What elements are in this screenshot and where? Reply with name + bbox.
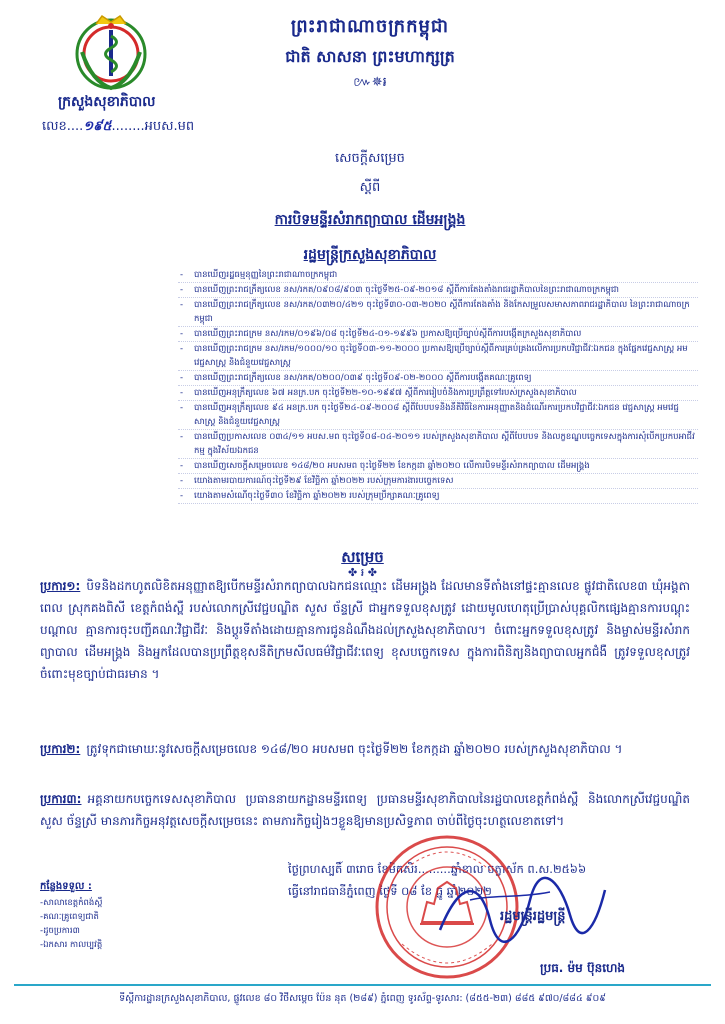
preamble-item: - បានឃើញរដ្ឋធម្មនុញ្ញនៃព្រះរាជាណាចក្រកម្ពុជា bbox=[178, 268, 698, 283]
ref-handwritten-number: ១៩៥ bbox=[83, 119, 112, 134]
recipient-item: -ឯកសារ កាលប្បវត្តិ bbox=[40, 940, 103, 950]
decision-ornament: ✤ ៛ ✤ bbox=[348, 566, 377, 579]
preamble-item: - យោងតាមរបាយការណ៍ចុះថ្ងៃទី២៩ ខែវិច្ឆិកា ឆ្នាំ២០២២ របស់ក្រុមការងារបច្ចេកទេស bbox=[178, 474, 698, 489]
signatory-title: រដ្ឋមន្ត្រីរដ្ឋមន្ត្រី bbox=[500, 909, 566, 924]
recipients-block bbox=[40, 880, 102, 952]
preamble-item: - បានឃើញអនុក្រឹត្យលេខ ៦៧ អនក្រ.បក ចុះថ្ងៃទី២២-១០-១៩៩៧ ស្តីពីការរៀបចំនិងការប្រព្រឹត្តទៅរបស់ក្រសួងសុខាភិបាល bbox=[178, 386, 698, 401]
ministry-name: ក្រសួងសុខាភិបាល bbox=[58, 94, 156, 110]
decision-title-block bbox=[160, 150, 580, 266]
ref-suffix: ........អបស.មព bbox=[111, 119, 195, 134]
preamble-item: - បានឃើញសេចក្តីសម្រេចលេខ ១៤៨/២០ អបសមព ចុះថ្ងៃទី២២ ខែកក្កដា ឆ្នាំ២០២០ លើការបិទមន្ទីរសំរាកព្យាបាល ដើមអង្គ្រង bbox=[178, 459, 698, 474]
doc-type: សេចក្តីសម្រេច bbox=[335, 151, 405, 166]
issuer-title: រដ្ឋមន្ត្រីក្រសួងសុខាភិបាល bbox=[303, 247, 437, 263]
recipient-item: -គណៈគ្រូពេទ្យជាតិ bbox=[40, 912, 99, 922]
lunar-date: ថ្ងៃព្រហស្បតិ៍ ៣រោច ខែមិគសិរ.........ឆ្នាំខាល ចត្វាស័ក ព.ស.២៥៦៦ bbox=[288, 862, 587, 876]
solar-date: ធ្វើនៅរាជធានីភ្នំពេញ ថ្ងៃទី ០៨ ខែ ធ្នូ ឆ្នាំ២០២២ bbox=[288, 884, 492, 898]
preamble-list bbox=[178, 268, 698, 504]
preamble-item: - បានឃើញព្រះរាជក្រឹត្យលេខ នស/រកត/០៩០៨/៩០៣ ចុះថ្ងៃទី២៥-០៩-២០១៨ ស្តីពីការតែងតាំងរាជរដ្ឋាភិបាលនៃព្រះរាជាណាចក្រកម្ពុជា bbox=[178, 283, 698, 298]
decision-heading: សម្រេច bbox=[341, 548, 384, 566]
preamble-item: - បានឃើញព្រះរាជក្រឹត្យលេខ នស/រកត/០៣២០/៤២១ ចុះថ្ងៃទី៣០-០៣-២០២០ ស្តីពីការតែងតាំង និងកែសម្រួលសមាសភាពរាជរដ្ឋាភិបាល នៃព្រះរាជាណាចក្រកម្ពុជា bbox=[178, 298, 698, 327]
article-3 bbox=[40, 788, 690, 832]
article-1 bbox=[40, 575, 690, 685]
preamble-item: - បានឃើញព្រះរាជក្រឹត្យលេខ នស/រកត/០២០០/០៣៩ ចុះថ្ងៃទី០៩-០២-២០០០ ស្តីពីការបង្កើតគណៈគ្រូពេទ្យ bbox=[178, 371, 698, 386]
footer-divider bbox=[14, 984, 711, 986]
recipient-item: -ដូចប្រការ៣ bbox=[40, 926, 80, 936]
article-label: ប្រការ៣: bbox=[40, 792, 82, 806]
preamble-item: - បានឃើញព្រះរាជក្រម នស/រកម/១០០០/១០ ចុះថ្ងៃទី០៣-១១-២០០០ ប្រកាសឱ្យប្រើច្បាប់ស្តីពីការគ្រប់គ្រងលើការប្រកបវិជ្ជាជីវៈឯកជន ក្នុងផ្នែកវេជ្ជសាស្ត្រ អមវេជ្ជសាស្ត្រ និងជំនួយវេជ្ជសាស្ត្រ bbox=[178, 342, 698, 371]
preamble-item: - បានឃើញប្រកាសលេខ ០៣៤/១១ អបស.មព ចុះថ្ងៃទី០៨-០៤-២០១១ របស់ក្រសួងសុខាភិបាល ស្តីពីបែបបទ និងលក្ខខណ្ឌបច្ចេកទេសក្នុងការសុំបើកប្រកបអាជីវកម្ម ក្នុងវិស័យឯកជន bbox=[178, 430, 698, 459]
recipient-item: -សាលាខេត្តកំពង់ស្ពឺ bbox=[40, 898, 103, 908]
recipients-title: កន្លែងទទួល : bbox=[40, 881, 92, 892]
article-label: ប្រការ១: bbox=[40, 579, 81, 593]
footer-address: ទីស្តីការដ្ឋានក្រសួងសុខាភិបាល, ផ្លូវលេខ ៨០ វិថីសម្តេច ប៉ែន នុត (២៨៩) ភ្នំពេញ ទូរស័ព្ទ-ទូរសារ: (៨៥៥-២៣) ៨៨៥ ៩៧០/៨៨៤ ៩០៩ bbox=[119, 993, 606, 1004]
national-motto: ជាតិ សាសនា ព្រះមហាក្សត្រ bbox=[285, 47, 455, 66]
header-ornament: ៚✵៛ bbox=[353, 75, 387, 90]
preamble-item: - បានឃើញព្រះរាជក្រម នស/រកម/០១៩៦/០៨ ចុះថ្ងៃទី២៤-០១-១៩៩៦ ប្រកាសឱ្យប្រើច្បាប់ស្តីពីការបង្កើតក្រសួងសុខាភិបាល bbox=[178, 327, 698, 342]
article-2 bbox=[40, 738, 690, 760]
article-text: ត្រូវទុកជាមោឃៈនូវសេចក្តីសម្រេចលេខ ១៤៨/២០ អបសមព ចុះថ្ងៃទី២២ ខែកក្កដា ឆ្នាំ២០២០ របស់ក្រសួងសុខាភិបាល ។ bbox=[86, 742, 623, 756]
reference-number bbox=[42, 118, 194, 137]
preamble-item: - បានឃើញអនុក្រឹត្យលេខ ៩៤ អនក្រ.បក ចុះថ្ងៃទី២៤-០៩-២០០៨ ស្តីពីបែបបទនិងនីតិវិធីនៃការអនុញ្ញាតនិងដំណើរការប្រកបវិជ្ជាជីវៈឯកជន វេជ្ជសាស្ត្រ អមវេជ្ជសាស្ត្រ និងជំនួយវេជ្ជសាស្ត្រ bbox=[178, 401, 698, 430]
article-label: ប្រការ២: bbox=[40, 742, 81, 756]
preamble-item: - យោងតាមសំណើចុះថ្ងៃទី៣០ ខែវិច្ឆិកា ឆ្នាំ២០២២ របស់ក្រុមប្រឹក្សាគណៈគ្រូពេទ្យ bbox=[178, 489, 698, 504]
ministry-logo-icon bbox=[72, 12, 150, 94]
article-text: បិទនិងដកហូតលិខិតអនុញ្ញាតឱ្យបើកមន្ទីរសំរាកព្យាបាលឯកជនឈ្មោះ ដើមអង្គ្រង ដែលមានទីតាំងនៅផ្ទះគ្មានលេខ ផ្លូវជាតិលេខ៣ ឃុំអង្គតាពេល ស្រុកគងពិសី ខេត្តកំពង់ស្ពឺ របស់លោកស្រីវេជ្ជបណ្ឌិត សួស ច័ន្ទស្រី ជាអ្នកទទួលខុសត្រូវ ដោយមូលហេតុប្រើប្រាស់បុគ្គលិកផ្សេងគ្មានការបណ្តុះបណ្តាល គ្មានការចុះបញ្ជីគណៈវិជ្ជាជីវៈ និងប្តូរទីតាំងដោយគ្មានការជូនដំណឹងដល់ក្រសួងសុខាភិបាល។ ចំពោះអ្នកទទួលខុសត្រូវ និងម្ចាស់មន្ទីរសំរាកព្យាបាល ដើមអង្គ្រង និងអ្នកដែលបានប្រព្រឹត្តខុសនីតិក្រមសីលធម៌វិជ្ជាជីវៈពេទ្យ ខុសបច្ចេកទេស ក្នុងការពិនិត្យនិងព្យាបាលអ្នកជំងឺ ត្រូវទទួលខុសត្រូវចំពោះមុខច្បាប់ជាធរមាន ។ bbox=[40, 579, 690, 681]
article-text: អគ្គនាយកបច្ចេកទេសសុខាភិបាល ប្រធាននាយកដ្ឋានមន្ទីរពេទ្យ ប្រធានមន្ទីរសុខាភិបាលនៃរដ្ឋបាលខេត្តកំពង់ស្ពឺ និងលោកស្រីវេជ្ជបណ្ឌិត សួស ច័ន្ទស្រី មានភារកិច្ចអនុវត្តសេចក្តីសម្រេចនេះ តាមភារកិច្ចរៀងៗខ្លួនឱ្យមានប្រសិទ្ធភាព ចាប់ពីថ្ងៃចុះហត្ថលេខាតទៅ។ bbox=[40, 792, 690, 828]
ref-prefix: លេខ.... bbox=[42, 119, 84, 134]
doc-subject: ការបិទមន្ទីរសំរាកព្យាបាល ដើមអង្គ្រង bbox=[274, 212, 466, 228]
signatory-name: ប្រធ. ម៉ម ប៊ុនហេង bbox=[540, 961, 626, 975]
kingdom-heading: ព្រះរាជាណាចក្រកម្ពុជា bbox=[290, 16, 450, 37]
doc-about: ស្តីពី bbox=[359, 180, 381, 195]
